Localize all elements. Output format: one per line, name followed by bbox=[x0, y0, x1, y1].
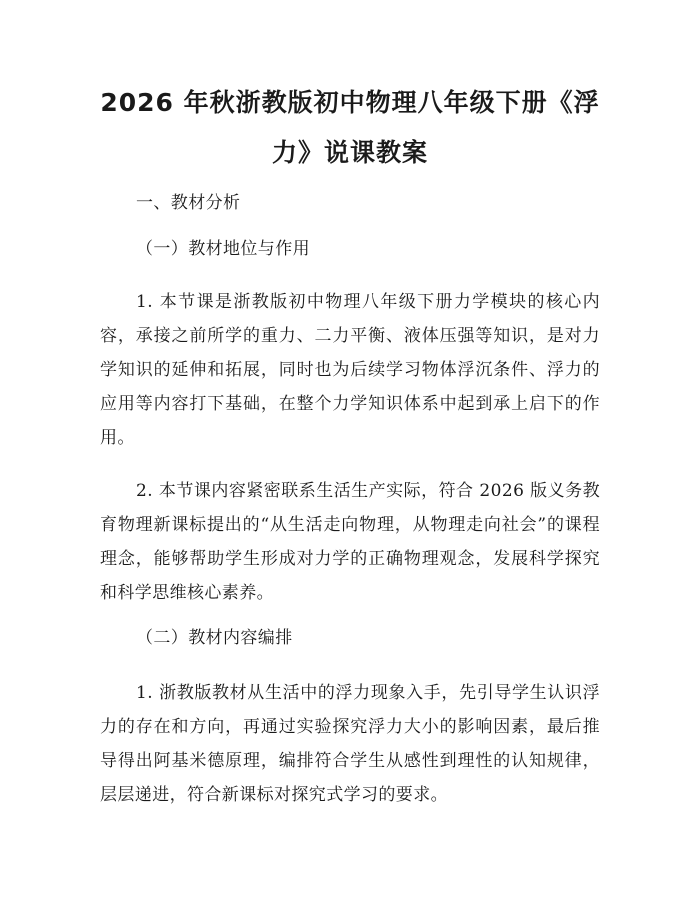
subsection-heading-content-arrangement: （二）教材内容编排 bbox=[136, 628, 293, 648]
title-line-2: 力》说课教案 bbox=[271, 138, 428, 167]
paragraph-3: 1. 浙教版教材从生活中的浮力现象入手，先引导学生认识浮力的存在和方向，再通过实验探究浮力大小的影响因素，最后推导得出阿基米德原理，编排符合学生从感性到理性的认知规律，层层递进，符合新课标对探究式学习的要求。 bbox=[100, 683, 600, 805]
title-line-1: 2026 年秋浙教版初中物理八年级下册《浮 bbox=[100, 88, 600, 117]
paragraph-1: 1. 本节课是浙教版初中物理八年级下册力学模块的核心内容，承接之前所学的重力、二力平衡、液体压强等知识，是对力学知识的延伸和拓展，同时也为后续学习物体浮沉条件、浮力的应用等内容打下基础，在整个力学知识体系中起到承上启下的作用。 bbox=[100, 292, 600, 448]
document-title bbox=[100, 78, 600, 178]
subsection-heading-status-role: （一）教材地位与作用 bbox=[136, 239, 310, 259]
section-heading-textbook-analysis: 一、教材分析 bbox=[136, 193, 241, 213]
paragraph-2: 2. 本节课内容紧密联系生活生产实际，符合 2026 版义务教育物理新课标提出的“从生活走向物理，从物理走向社会”的课程理念，能够帮助学生形成对力学的正确物理观念，发展科学探究和科学思维核心素养。 bbox=[100, 481, 600, 603]
